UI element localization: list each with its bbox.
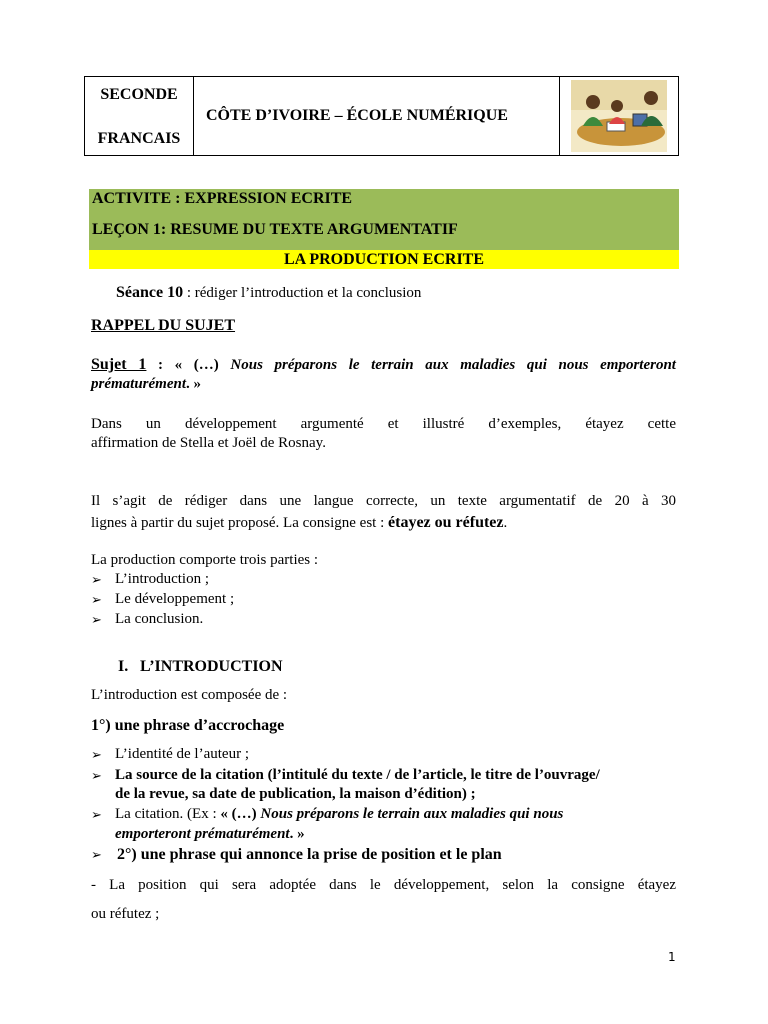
bullet-icon: ➢ <box>91 592 102 607</box>
task-consign: étayez ou réfutez <box>388 514 504 531</box>
session-label: Séance 10 <box>116 284 184 301</box>
citation-quote-1: Nous préparons le terrain aux maladies qui nous <box>260 806 564 822</box>
bullet-icon: ➢ <box>91 807 102 822</box>
header-table <box>84 76 679 156</box>
subject-line-2 <box>91 375 201 394</box>
bullet-icon: ➢ <box>91 768 102 783</box>
parts-intro: La production comporte trois parties : <box>91 552 319 568</box>
instruction-line-2: affirmation de Stella et Joël de Rosnay. <box>91 435 326 451</box>
part-item: L’introduction ; <box>115 571 210 587</box>
citation-open: « (…) <box>220 806 261 822</box>
citation-quote-2: emporteront prématurément <box>115 826 290 842</box>
step-item-citation-2 <box>115 825 305 844</box>
bullet-icon: ➢ <box>91 847 102 862</box>
step-item-source-2: de la revue, sa date de publication, la maison d’édition) ; <box>115 786 476 802</box>
step-item-source-1: La source de la citation (l’intitulé du texte / de l’article, le titre de l’ouvrage/ <box>115 767 600 783</box>
page-number: 1 <box>668 950 676 964</box>
task-line-1: Il s’agit de rédiger dans une langue correcte, un texte argumentatif de 20 à 30 <box>91 493 676 509</box>
position-line-2: ou réfutez ; <box>91 906 160 922</box>
subject-sep: : « (…) <box>146 357 231 373</box>
step-2-title: 2°) une phrase qui annonce la prise de position et le plan <box>117 846 502 863</box>
section-1-number: I. <box>118 658 129 675</box>
intro-composed: L’introduction est composée de : <box>91 687 288 703</box>
header-level-cell <box>85 77 194 155</box>
section-1-title: L’INTRODUCTION <box>140 658 283 675</box>
part-item: La conclusion. <box>115 611 204 627</box>
step-item-citation-1 <box>115 805 563 824</box>
subject-line-1 <box>91 355 676 375</box>
header-title-cell <box>194 77 560 155</box>
reminder-title: RAPPEL DU SUJET <box>91 317 236 334</box>
session-text: : rédiger l’introduction et la conclusion <box>183 285 422 301</box>
subject-label: Sujet 1 <box>91 356 147 373</box>
header-level: SECONDE <box>100 86 178 103</box>
task-line-2-end: . <box>503 515 508 531</box>
header-title: CÔTE D’IVOIRE – ÉCOLE NUMÉRIQUE <box>206 107 508 124</box>
header-illustration-cell <box>560 77 678 155</box>
step-item-author: L’identité de l’auteur ; <box>115 746 249 762</box>
part-item: Le développement ; <box>115 591 235 607</box>
citation-start: La citation. (Ex : <box>115 806 221 822</box>
subject-quote-1: Nous préparons le terrain aux maladies qui nous emporteront <box>230 357 676 373</box>
task-line-2-start: lignes à partir du sujet proposé. La consigne est : <box>91 515 389 531</box>
students-illustration <box>571 80 667 152</box>
bullet-icon: ➢ <box>91 612 102 627</box>
instruction-line-1: Dans un développement argumenté et illustré d’exemples, étayez cette <box>91 416 676 432</box>
activity-title: ACTIVITE : EXPRESSION ECRITE <box>92 190 353 207</box>
position-line-1: - La position qui sera adoptée dans le développement, selon la consigne étayez <box>91 877 676 893</box>
citation-end: . » <box>289 826 305 842</box>
step-1-title: 1°) une phrase d’accrochage <box>91 717 285 734</box>
subject-quote-2: prématurément <box>91 376 187 392</box>
bullet-icon: ➢ <box>91 747 102 762</box>
lesson-title: LEÇON 1: RESUME DU TEXTE ARGUMENTATIF <box>92 221 458 238</box>
task-line-2 <box>91 513 507 533</box>
session-line <box>116 283 421 303</box>
bullet-icon: ➢ <box>91 572 102 587</box>
production-title: LA PRODUCTION ECRITE <box>283 251 485 268</box>
header-subject: FRANCAIS <box>97 130 181 147</box>
subject-quote-end: . » <box>186 376 202 392</box>
